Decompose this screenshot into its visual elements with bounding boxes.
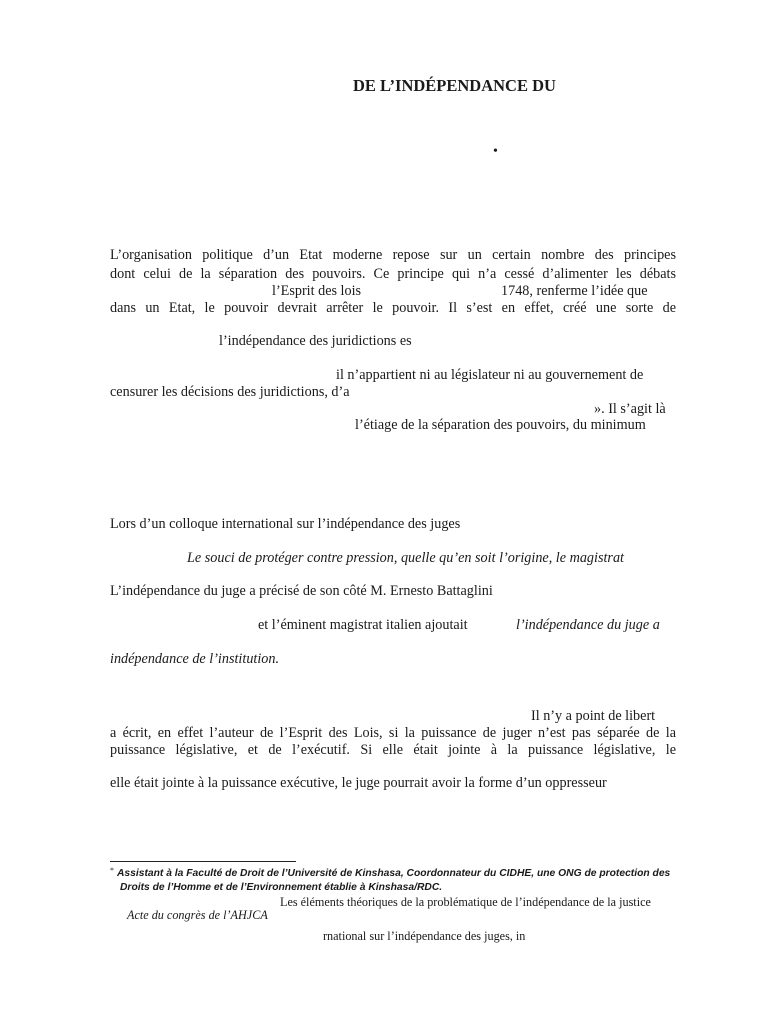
paragraph-1-line-7: censurer les décisions des juridictions, d’a — [110, 384, 350, 400]
paragraph-2-line-4a: et l’éminent magistrat italien ajoutait — [258, 617, 468, 633]
paragraph-1-line-3a: l’Esprit des lois — [272, 283, 362, 299]
paragraph-3-line-4: elle était jointe à la puissance exécutive, le juge pourrait avoir la forme d’un oppresseur — [110, 775, 607, 791]
document-title: DE L’INDÉPENDANCE DU — [353, 76, 556, 95]
paragraph-1-line-1: L’organisation politique d’un Etat moderne repose sur un certain nombre des principes — [110, 247, 676, 263]
author-footnote-marker: • — [493, 144, 498, 159]
paragraph-2-line-5: indépendance de l’institution. — [110, 651, 280, 667]
paragraph-2-line-1: Lors d’un colloque international sur l’indépendance des juges — [110, 516, 461, 532]
paragraph-1-line-6: il n’appartient ni au législateur ni au gouvernement de — [336, 367, 644, 383]
footnote-1-line-2: Droits de l’Homme et de l’Environnement établie à Kinshasa/RDC. — [120, 882, 443, 893]
paragraph-1-line-2: dont celui de la séparation des pouvoirs. Ce principe qui n’a cessé d’alimenter les débats — [110, 266, 676, 282]
footnote-marker: * — [110, 866, 114, 875]
paragraph-2-quote-line: Le souci de protéger contre pression, quelle qu’en soit l’origine, le magistrat — [187, 550, 624, 566]
paragraph-1-line-3b: 1748, renferme l’idée que — [501, 283, 648, 299]
paragraph-2-line-4b: l’indépendance du juge a — [516, 617, 660, 633]
footnote-3: Acte du congrès de l’AHJCA — [127, 908, 268, 922]
footnote-2: Les éléments théoriques de la problématique de l’indépendance de la justice — [280, 895, 651, 909]
paragraph-3-line-2: a écrit, en effet l’auteur de l’Esprit des Lois, si la puissance de juger n’est pas séparée de la — [110, 725, 676, 741]
footnote-4: rnational sur l’indépendance des juges, in — [323, 929, 526, 943]
paragraph-1-line-5: l’indépendance des juridictions es — [219, 333, 412, 349]
paragraph-3-line-1: Il n’y a point de libert — [531, 708, 656, 724]
paragraph-3-line-3: puissance législative, et de l’exécutif. Si elle était jointe à la puissance législative, le — [110, 742, 676, 758]
footnote-separator — [110, 861, 296, 862]
footnote-1-line-1: Assistant à la Faculté de Droit de l’Université de Kinshasa, Coordonnateur du CIDHE, une ONG de protection des — [117, 868, 671, 879]
paragraph-1-line-8: ». Il s’agit là — [594, 401, 666, 417]
paragraph-1-line-4: dans un Etat, le pouvoir devrait arrêter le pouvoir. Il s’est en effet, créé une sorte de — [110, 300, 676, 316]
paragraph-2-line-3: L’indépendance du juge a précisé de son côté M. Ernesto Battaglini — [110, 583, 493, 599]
paragraph-1-line-9: l’étiage de la séparation des pouvoirs, du minimum — [355, 417, 646, 433]
